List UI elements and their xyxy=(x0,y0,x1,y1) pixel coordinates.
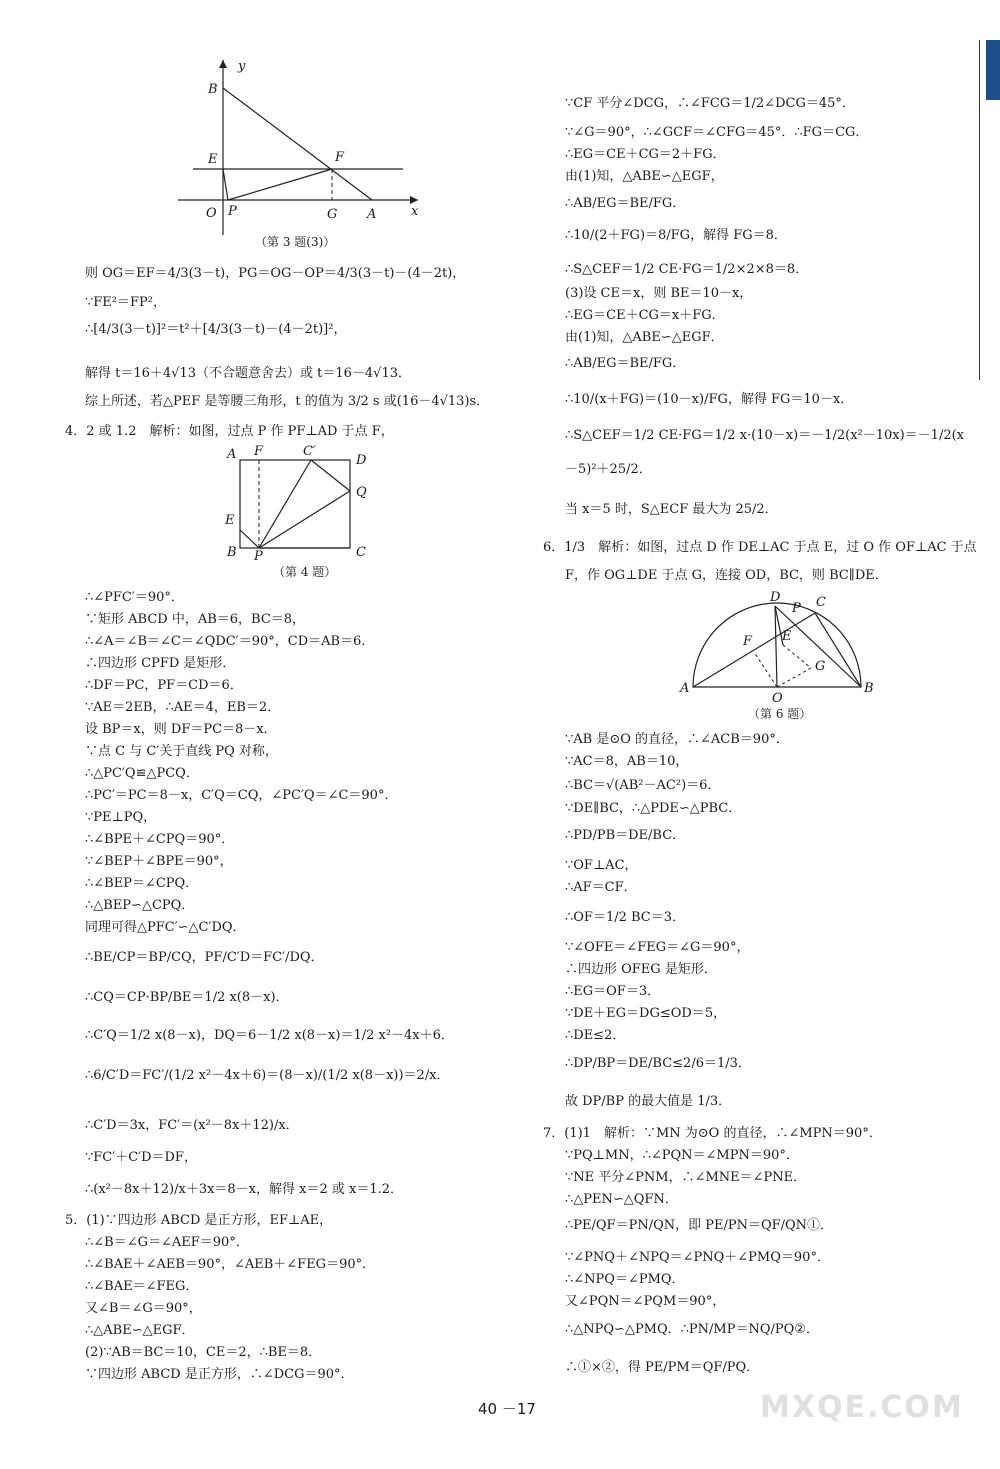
text-line: ∵四边形 ABCD 是正方形，∴∠DCG＝90°． xyxy=(85,1367,354,1382)
figure-3-caption: （第 3 题(3)） xyxy=(255,235,336,249)
text-line: ∴BC＝√(AB²－AC²)＝6． xyxy=(565,778,721,793)
fig6-label-P: P xyxy=(792,601,801,616)
text-line: ∴BE/CP＝BP/CQ，PF/C′D＝FC′/DQ． xyxy=(85,950,324,965)
text-line: ∵矩形 ABCD 中，AB＝6，BC＝8， xyxy=(85,612,306,627)
text-line: 设 BP＝x，则 DF＝PC＝8－x． xyxy=(85,722,277,737)
text-line: ∴△BEP∽△CPQ． xyxy=(85,898,195,913)
text-line: ∵DE＋EG＝DG≤OD＝5， xyxy=(565,1006,727,1021)
fig6-label-O: O xyxy=(772,691,783,705)
fig6-label-A: A xyxy=(680,681,690,696)
text-line: 5．(1)∵四边形 ABCD 是正方形，EF⊥AE， xyxy=(65,1213,333,1228)
text-line: ∴∠BEP＝∠CPQ． xyxy=(85,876,199,891)
text-line: ∵点 C 与 C′关于直线 PQ 对称， xyxy=(85,744,278,759)
text-line: ∵AE＝2EB，∴AE＝4，EB＝2． xyxy=(85,700,281,715)
text-line: ∵PQ⊥MN，∴∠PQN＝∠MPN＝90°． xyxy=(565,1148,799,1163)
text-line: ∴PC′＝PC＝8－x，C′Q＝CQ，∠PC′Q＝∠C＝90°． xyxy=(85,788,398,803)
text-line: ∴S△CEF＝1/2 CE·FG＝1/2 x·(10－x)＝－1/2(x²－10x)＝－1/2(x xyxy=(565,428,965,443)
text-line: ∵∠OFE＝∠FEG＝∠G＝90°， xyxy=(565,940,750,955)
figure-4-rectangle-diagram xyxy=(225,442,380,562)
fig3-label-A: A xyxy=(367,207,377,222)
text-line: ∴DE≤2． xyxy=(565,1028,626,1043)
fig3-label-F: F xyxy=(335,150,345,165)
text-line: F，作 OG⊥DE 于点 G，连接 OD，BC，则 BC∥DE． xyxy=(565,568,888,583)
text-line: ∴AB/EG＝BE/FG． xyxy=(565,356,686,371)
text-line: ∴△NPQ∽△PMQ．∴PN/MP＝NQ/PQ②． xyxy=(565,1322,819,1337)
fig4-label-E: E xyxy=(225,513,235,528)
fig3-label-y: y xyxy=(238,59,246,74)
text-line: ∴四边形 CPFD 是矩形． xyxy=(85,656,236,671)
fig3-label-O: O xyxy=(206,206,217,221)
text-line: ∴∠B＝∠G＝∠AEF＝90°． xyxy=(85,1235,249,1250)
page-number: 40 －17 xyxy=(478,1400,536,1418)
edge-rule xyxy=(979,40,980,380)
text-line: ∵∠G＝90°，∴∠GCF＝∠CFG＝45°．∴FG＝CG． xyxy=(565,125,869,140)
text-line: ∴△PEN∽△QFN． xyxy=(565,1192,678,1207)
fig6-label-B: B xyxy=(864,681,874,696)
text-line: 7．(1)1 解析：∵MN 为⊙O 的直径，∴∠MPN＝90°． xyxy=(543,1126,882,1141)
text-line: 6．1/3 解析：如图，过点 D 作 DE⊥AC 于点 E，过 O 作 OF⊥AC 于点 xyxy=(543,540,977,555)
fig3-label-x: x xyxy=(411,204,419,219)
figure-6-caption: （第 6 题） xyxy=(748,707,812,721)
fig6-label-C: C xyxy=(816,595,826,610)
text-line: ∵DE∥BC，∴△PDE∽△PBC． xyxy=(565,801,742,816)
text-line: ∴10/(x＋FG)＝(10－x)/FG，解得 FG＝10－x． xyxy=(565,392,854,407)
text-line: ∴DP/BP＝DE/BC≤2/6＝1/3． xyxy=(565,1056,751,1071)
fig6-label-F: F xyxy=(743,634,753,649)
text-line: 由(1)知，△ABE∽△EGF． xyxy=(565,330,724,345)
text-line: ∵AC＝8，AB＝10， xyxy=(565,754,689,769)
fig3-label-P: P xyxy=(228,204,237,219)
text-line: ∴∠BPE＋∠CPQ＝90°． xyxy=(85,832,235,847)
fig4-label-F: F xyxy=(254,444,264,459)
text-line: ∴①×②，得 PE/PM＝QF/PQ． xyxy=(565,1360,760,1375)
text-line: ∴DF＝PC，PF＝CD＝6． xyxy=(85,678,243,693)
text-line: 综上所述，若△PEF 是等腰三角形，t 的值为 3/2 s 或(16－4√13)s． xyxy=(85,394,490,409)
text-line: ∵CF 平分∠DCG，∴∠FCG＝1/2∠DCG＝45°． xyxy=(565,96,855,111)
fig6-label-G: G xyxy=(815,659,826,674)
text-line: 又∠B＝∠G＝90°， xyxy=(85,1301,202,1316)
text-line: ∴CQ＝CP·BP/BE＝1/2 x(8－x)． xyxy=(85,990,289,1005)
text-line: ∴∠NPQ＝∠PMQ． xyxy=(565,1272,685,1287)
figure-4-caption: （第 4 题） xyxy=(273,565,337,579)
text-line: ∴PD/PB＝DE/BC． xyxy=(565,828,686,843)
text-line: (2)∵AB＝BC＝10，CE＝2，∴BE＝8． xyxy=(85,1345,322,1360)
text-line: ∴C′Q＝1/2 x(8－x)，DQ＝6－1/2 x(8－x)＝1/2 x²－4x＋6． xyxy=(85,1028,454,1043)
text-line: ∴∠PFC′＝90°． xyxy=(85,590,184,605)
figure-3-coordinate-diagram xyxy=(178,55,428,240)
text-line: 同理可得△PFC′∽△C′DQ． xyxy=(85,920,246,935)
text-line: ∴(x²－8x＋12)/x＋3x＝8－x，解得 x＝2 或 x＝1.2． xyxy=(85,1182,404,1197)
text-line: (3)设 CE＝x，则 BE＝10－x， xyxy=(565,286,753,301)
text-line: ∴OF＝1/2 BC＝3． xyxy=(565,910,686,925)
fig4-label-C: C xyxy=(356,545,366,560)
fig4-label-A: A xyxy=(227,447,237,462)
text-line: ∴[4/3(3－t)]²＝t²＋[4/3(3－t)－(4－2t)]²， xyxy=(85,322,347,337)
text-line: ∴△PC′Q≌△PCQ． xyxy=(85,766,199,781)
text-line: ∴∠BAE＋∠AEB＝90°，∠AEB＋∠FEG＝90°． xyxy=(85,1257,376,1272)
fig4-label-D: D xyxy=(356,453,367,468)
fig3-label-G: G xyxy=(327,207,338,222)
text-line: 则 OG＝EF＝4/3(3－t)，PG＝OG－OP＝4/3(3－t)－(4－2t)， xyxy=(85,266,466,281)
text-line: ∴四边形 OFEG 是矩形． xyxy=(565,962,717,977)
watermark: MXQE.COM xyxy=(760,1390,964,1425)
text-line: ∴PE/QF＝PN/QN，即 PE/PN＝QF/QN①． xyxy=(565,1218,834,1233)
text-line: ∴EG＝OF＝3． xyxy=(565,984,661,999)
fig3-label-E: E xyxy=(208,152,218,167)
text-line: ∴∠BAE＝∠FEG． xyxy=(85,1279,199,1294)
edge-tab xyxy=(986,40,1000,100)
figure-6-semicircle-diagram xyxy=(675,590,885,705)
text-line: ∴S△CEF＝1/2 CE·FG＝1/2×2×8＝8． xyxy=(565,262,809,277)
fig4-label-Q: Q xyxy=(356,485,367,500)
text-line: ∵NE 平分∠PNM，∴∠MNE＝∠PNE． xyxy=(565,1170,807,1185)
text-line: ∴AF＝CF． xyxy=(565,880,637,895)
fig4-label-B: B xyxy=(227,545,237,560)
text-line: ∵∠PNQ＋∠NPQ＝∠PNQ＋∠PMQ＝90°． xyxy=(565,1250,830,1265)
text-line: ∴EG＝CE＋CG＝2＋FG． xyxy=(565,147,726,162)
fig6-label-D: D xyxy=(770,590,781,605)
text-line: 由(1)知，△ABE∽△EGF， xyxy=(565,169,724,184)
fig3-label-B: B xyxy=(208,82,218,97)
text-line: ∴C′D＝3x，FC′＝(x²－8x＋12)/x． xyxy=(85,1118,299,1133)
text-line: ∴AB/EG＝BE/FG． xyxy=(565,196,686,211)
text-line: ∵PE⊥PQ， xyxy=(85,810,157,825)
fig6-label-E: E xyxy=(782,629,792,644)
text-line: ∵FC′＋C′D＝DF， xyxy=(85,1150,197,1165)
text-line: 当 x＝5 时，S△ECF 最大为 25/2． xyxy=(565,502,778,517)
text-line: 解得 t＝16＋4√13（不合题意舍去）或 t＝16－4√13． xyxy=(85,366,411,381)
text-line: ∴10/(2＋FG)＝8/FG，解得 FG＝8． xyxy=(565,228,787,243)
text-line: ∴6/C′D＝FC′/(1/2 x²－4x＋6)＝(8－x)/(1/2 x(8－x))＝2/x． xyxy=(85,1068,450,1083)
text-line: ∴∠A＝∠B＝∠C＝∠QDC′＝90°，CD＝AB＝6． xyxy=(85,634,375,649)
text-line: 又∠PQN＝∠PQM＝90°， xyxy=(565,1294,726,1309)
text-line: 故 DP/BP 的最大值是 1/3． xyxy=(565,1094,732,1109)
text-line: 4．2 或 1.2 解析：如图，过点 P 作 PF⊥AD 于点 F， xyxy=(65,424,394,439)
text-line: ∵OF⊥AC， xyxy=(565,858,638,873)
fig4-label-P: P xyxy=(254,549,263,562)
fig4-label-C1: C′ xyxy=(303,444,316,459)
text-line: －5)²＋25/2． xyxy=(565,462,652,477)
text-line: ∵FE²＝FP²， xyxy=(85,295,166,310)
text-line: ∴EG＝CE＋CG＝x＋FG． xyxy=(565,308,725,323)
text-line: ∴△ABE∽△EGF． xyxy=(85,1323,195,1338)
text-line: ∵AB 是⊙O 的直径，∴∠ACB＝90°． xyxy=(565,732,789,747)
text-line: ∵∠BEP＋∠BPE＝90°， xyxy=(85,854,233,869)
